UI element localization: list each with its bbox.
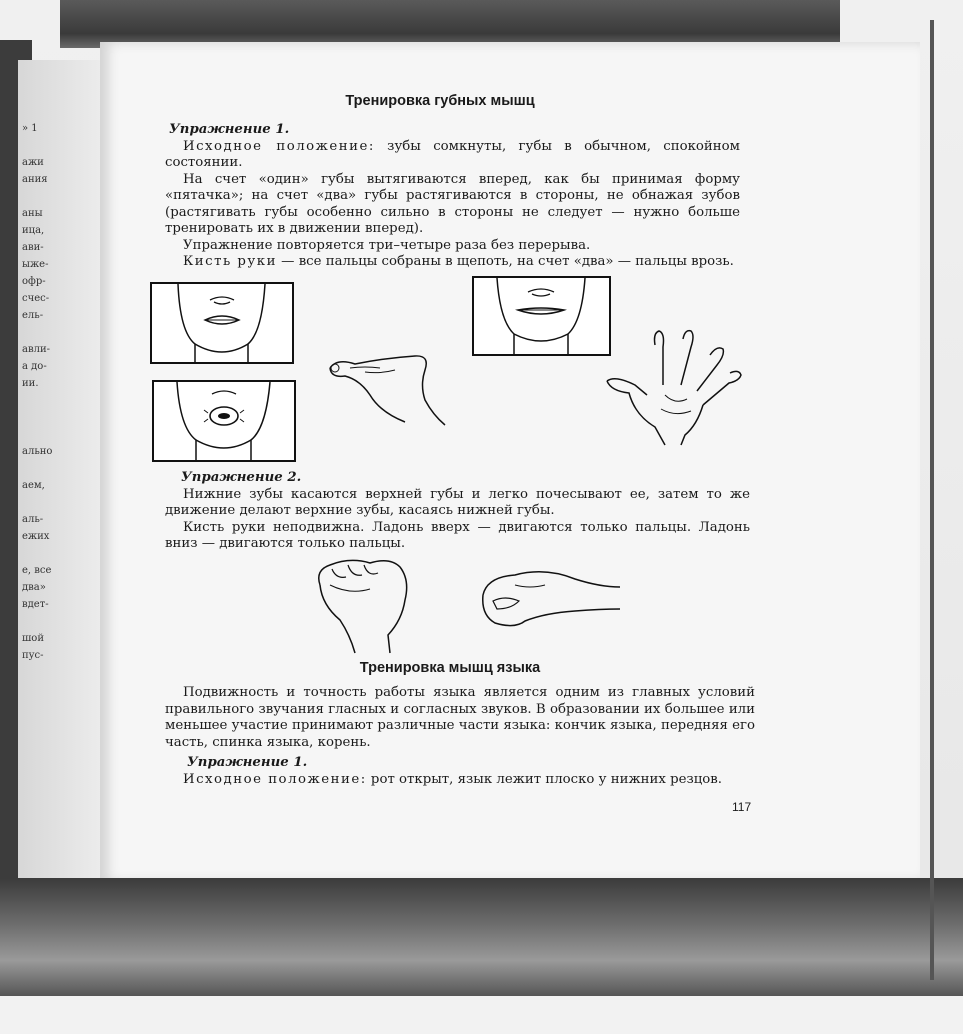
side-page-fragment [22, 392, 72, 409]
side-page-fragment: ии. [22, 378, 39, 389]
exercise2-teeth-text: Нижние зубы касаются верхней губы и легко почесывают ее, затем то же движение делают верхние зубы, касаясь нижней губы. [165, 486, 750, 518]
hand-label: Кисть руки [183, 254, 277, 269]
side-page-fragment: ель- [22, 310, 44, 321]
scan-edge-right [930, 20, 934, 980]
side-page-fragment: » 1 [22, 123, 38, 134]
exercise1-title: Упражнение 1. [169, 122, 290, 137]
face-lips-neutral-illustration [150, 282, 295, 364]
side-page-fragment [22, 494, 72, 511]
side-page-fragment [22, 613, 72, 630]
tongue-start-position-label: Исходное положение: [183, 771, 367, 787]
side-page-fragment: ыже- [22, 259, 49, 270]
tongue-exercise1-title: Упражнение 1. [187, 755, 308, 770]
section-title-tongue-muscles: Тренировка мышц языка [359, 660, 541, 676]
exercise1-start-position [165, 139, 740, 172]
page-number: 117 [732, 800, 752, 814]
side-page-fragments [22, 120, 72, 664]
side-page-fragment: два» [22, 582, 46, 593]
side-page-fragment: аль- [22, 514, 44, 525]
exercise1-repeat-text: Упражнение повторяется три–четыре раза без перерыва. [183, 237, 591, 253]
side-page-fragment: ави- [22, 242, 44, 253]
scan-shadow-bottom [0, 878, 963, 996]
exercise1-count-text: На счет «один» губы вытягиваются вперед, как бы принимая форму «пятачка»; на счет «два» губы растягиваются в стороны, не обнажая зубов (растягивать губы особенно сильно в стороны не следует — нужно больше тренировать их в движении вперед). [165, 171, 740, 236]
start-position-label: Исходное положение: [183, 138, 375, 154]
side-page-fragment [22, 545, 72, 562]
tongue-section-block [165, 685, 755, 788]
scan-edge-bottom [0, 996, 963, 1034]
side-page-fragment [22, 137, 72, 154]
exercise1-hand-text [165, 254, 740, 271]
side-page-fragment: офр- [22, 276, 46, 287]
exercise2-block [165, 470, 750, 553]
side-page-fragment [22, 409, 72, 426]
side-page-fragment: ица, [22, 225, 45, 236]
side-page-fragment: шой [22, 633, 44, 644]
hand-fingers-spread-illustration [605, 325, 750, 450]
side-page-fragment: авли- [22, 344, 50, 355]
side-page-fragment: ажи [22, 157, 44, 168]
face-lips-stretched-illustration [472, 276, 612, 358]
start-position-text: зубы сомкнуты, губы в обычном, спокойном состоянии. [165, 138, 740, 170]
side-page-fragment: е, все [22, 565, 52, 576]
side-page-fragment: а до- [22, 361, 47, 372]
side-page-fragment: аны [22, 208, 43, 219]
hand-palm-up-illustration [310, 555, 420, 655]
side-page-fragment: ежих [22, 531, 50, 542]
side-page-fragment: вдет- [22, 599, 49, 610]
exercise2-hand-text: Кисть руки неподвижна. Ладонь вверх — двигаются только пальцы. Ладонь вниз — двигаются только пальцы. [165, 519, 750, 551]
exercise1-block [165, 122, 740, 271]
face-lips-forward-illustration [152, 380, 297, 462]
tongue-exercise1-start [165, 772, 755, 789]
side-page-fragment [22, 426, 72, 443]
exercise2-title: Упражнение 2. [181, 470, 302, 485]
side-page-fragment: ально [22, 446, 53, 457]
section-title-lip-muscles: Тренировка губных мышц [345, 93, 535, 109]
side-page-fragment: счес- [22, 293, 50, 304]
scan-shadow-top [60, 0, 840, 48]
side-page-fragment: аем, [22, 480, 45, 491]
side-page-fragment: ания [22, 174, 48, 185]
tongue-intro-text: Подвижность и точность работы языка является одним из главных условий правильного звучания гласных и согласных звуков. В образовании их большее или меньшее участие принимают различные части языка: кончик языка, передняя его часть, спинка языка, корень. [165, 685, 755, 750]
side-page-fragment: пус- [22, 650, 44, 661]
hand-palm-down-illustration [475, 565, 625, 635]
hand-text: — все пальцы собраны в щепоть, на счет «два» — пальцы врозь. [276, 254, 734, 269]
side-page-fragment [22, 188, 72, 205]
side-page-fragment [22, 460, 72, 477]
tongue-start-position-text: рот открыт, язык лежит плоско у нижних резцов. [366, 771, 723, 787]
side-page-fragment [22, 324, 72, 341]
hand-fingers-pinched-illustration [325, 350, 465, 430]
